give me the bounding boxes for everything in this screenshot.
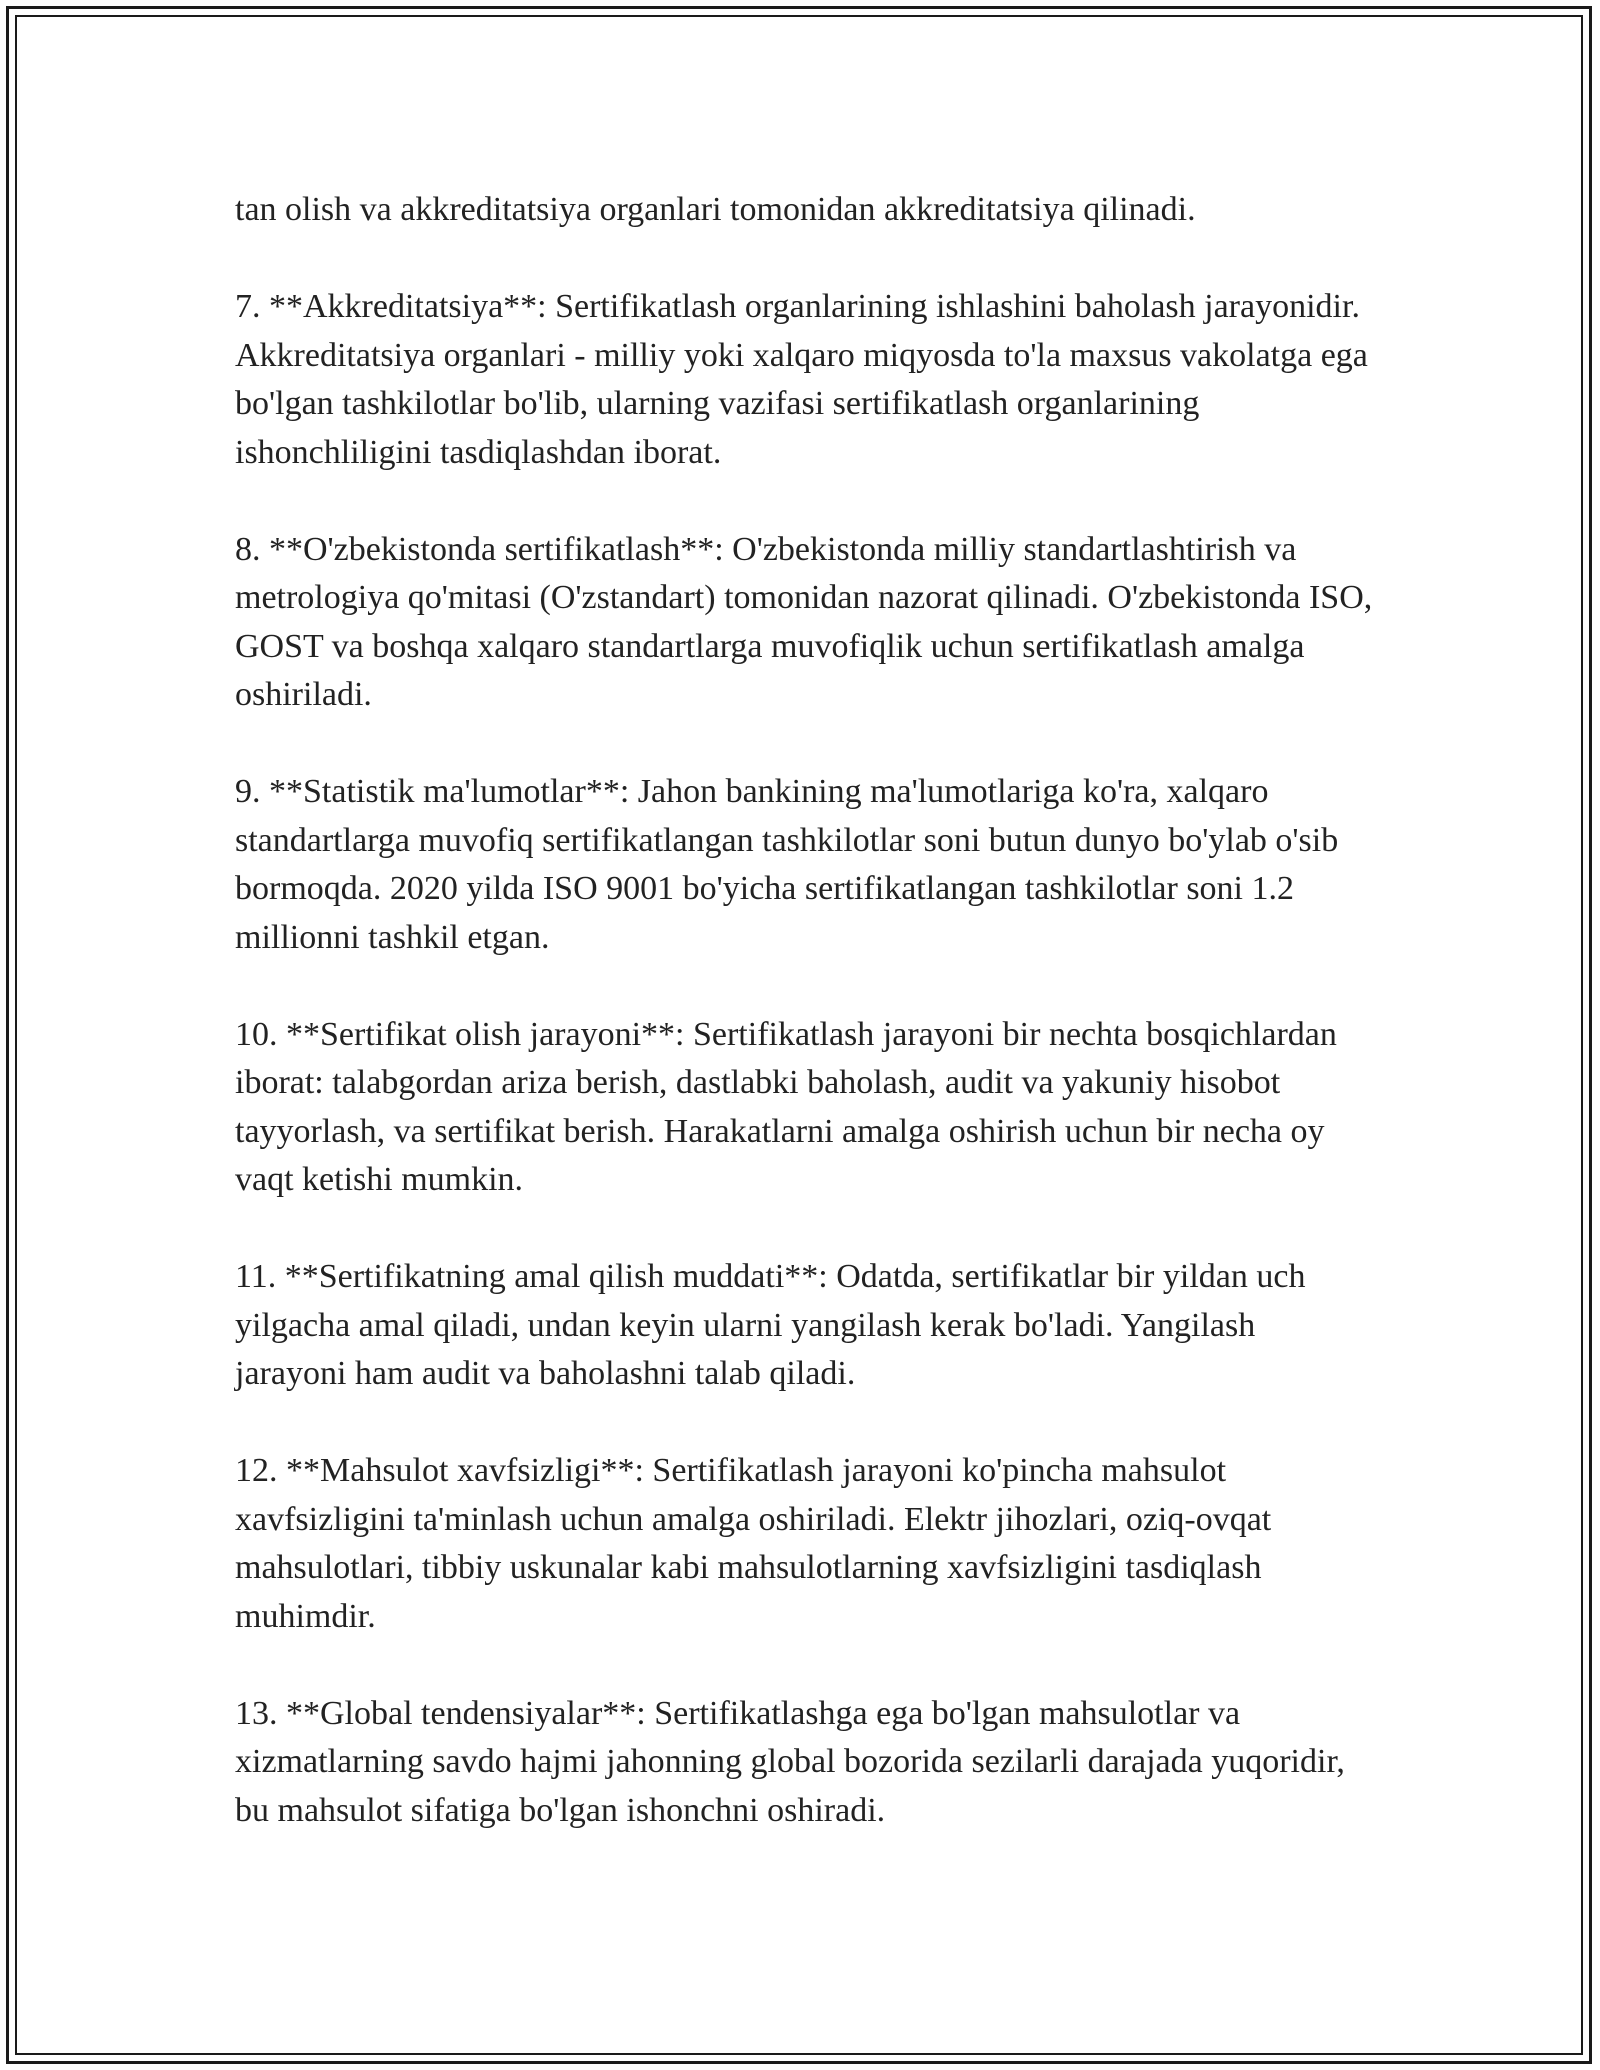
paragraph-item-9: 9. **Statistik ma'lumotlar**: Jahon bankining ma'lumotlariga ko'ra, xalqaro standartlarga muvofiq sertifikatlangan tashkilotlar soni butun dunyo bo'ylab o'sib bormoqda. 2020 yilda ISO 9001 bo'yicha sertifikatlangan tashkilotlar soni 1.2 millionni tashkil etgan. bbox=[235, 773, 1339, 956]
paragraph-item-13: 13. **Global tendensiyalar**: Sertifikatlashga ega bo'lgan mahsulotlar va xizmatlarning savdo hajmi jahonning global bozorida sezilarli darajada yuqoridir, bu mahsulot sifatiga bo'lgan ishonchni oshiradi. bbox=[235, 1694, 1345, 1829]
paragraph-item-8: 8. **O'zbekistonda sertifikatlash**: O'zbekistonda milliy standartlashtirish va metrologiya qo'mitasi (O'zstandart) tomonidan nazorat qilinadi. O'zbekistonda ISO, GOST va boshqa xalqaro standartlarga muvofiqlik uchun sertifikatlash amalga oshiriladi. bbox=[235, 530, 1373, 713]
document-body bbox=[235, 186, 1375, 1884]
paragraph-item-11: 11. **Sertifikatning amal qilish muddati**: Odatda, sertifikatlar bir yildan uch yilgacha amal qiladi, undan keyin ularni yangilash kerak bo'ladi. Yangilash jarayoni ham audit va baholashni talab qiladi. bbox=[235, 1258, 1306, 1392]
paragraph-continuation: tan olish va akkreditatsiya organlari tomonidan akkreditatsiya qilinadi. bbox=[235, 191, 1196, 228]
paragraph-item-7: 7. **Akkreditatsiya**: Sertifikatlash organlarining ishlashini baholash jarayonidir. Akkreditatsiya organlari - milliy yoki xalqaro miqyosda to'la maxsus vakolatga ega bo'lgan tashkilotlar bo'lib, ularning vazifasi sertifikatlash organlarining ishonchliligini tasdiqlashdan iborat. bbox=[235, 288, 1368, 471]
paragraph-item-10: 10. **Sertifikat olish jarayoni**: Sertifikatlash jarayoni bir nechta bosqichlardan iborat: talabgordan ariza berish, dastlabki baholash, audit va yakuniy hisobot tayyorlash, va sertifikat berish. Harakatlarni amalga oshirish uchun bir necha oy vaqt ketishi mumkin. bbox=[235, 1015, 1337, 1198]
paragraph-item-12: 12. **Mahsulot xavfsizligi**: Sertifikatlash jarayoni ko'pincha mahsulot xavfsizligini ta'minlash uchun amalga oshiriladi. Elektr jihozlari, oziq-ovqat mahsulotlari, tibbiy uskunalar kabi mahsulotlarning xavfsizligini tasdiqlash muhimdir. bbox=[235, 1452, 1272, 1635]
